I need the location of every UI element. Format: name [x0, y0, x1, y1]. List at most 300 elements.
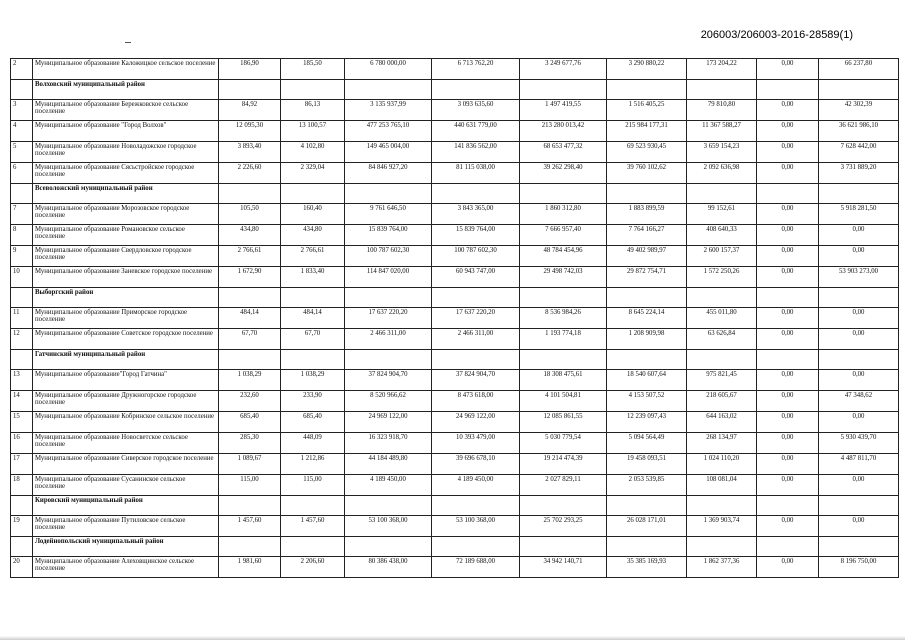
value-cell: 36 621 986,10 — [819, 121, 899, 142]
scan-edge — [0, 636, 905, 640]
value-cell: 29 498 742,03 — [520, 267, 607, 288]
row-number: 9 — [11, 246, 33, 267]
value-cell: 6 713 762,20 — [432, 59, 520, 80]
value-cell: 0,00 — [819, 370, 899, 391]
value-cell: 2 766,61 — [281, 246, 345, 267]
row-number: 13 — [11, 370, 33, 391]
value-cell: 408 640,33 — [687, 225, 757, 246]
value-cell: 1 862 377,36 — [687, 557, 757, 578]
empty-cell — [432, 496, 520, 516]
empty-cell — [11, 350, 33, 370]
value-cell: 2 092 636,98 — [687, 163, 757, 184]
empty-cell — [687, 184, 757, 204]
empty-cell — [219, 537, 281, 557]
value-cell: 434,80 — [219, 225, 281, 246]
value-cell: 5 030 779,54 — [520, 433, 607, 454]
value-cell: 15 839 764,00 — [432, 225, 520, 246]
value-cell: 0,00 — [757, 121, 819, 142]
value-cell: 2 053 539,85 — [607, 475, 687, 496]
empty-cell — [819, 288, 899, 308]
scan-mark — [125, 42, 131, 43]
value-cell: 2 466 311,00 — [345, 329, 432, 350]
value-cell: 1 208 909,98 — [607, 329, 687, 350]
value-cell: 7 666 957,40 — [520, 225, 607, 246]
value-cell: 0,00 — [819, 516, 899, 537]
empty-cell — [345, 80, 432, 100]
value-cell: 0,00 — [757, 163, 819, 184]
empty-cell — [520, 496, 607, 516]
value-cell: 1 860 312,80 — [520, 204, 607, 225]
value-cell: 53 100 368,00 — [345, 516, 432, 537]
value-cell: 1 089,67 — [219, 454, 281, 475]
value-cell: 0,00 — [819, 308, 899, 329]
empty-cell — [687, 350, 757, 370]
empty-cell — [607, 184, 687, 204]
value-cell: 53 903 273,00 — [819, 267, 899, 288]
data-table-container — [10, 58, 879, 578]
value-cell: 215 984 177,31 — [607, 121, 687, 142]
empty-cell — [345, 537, 432, 557]
value-cell: 0,00 — [757, 246, 819, 267]
municipality-name: Муниципальное образование "Город Волхов" — [33, 121, 219, 142]
empty-cell — [219, 496, 281, 516]
value-cell: 60 943 747,00 — [432, 267, 520, 288]
empty-cell — [757, 288, 819, 308]
value-cell: 15 839 764,00 — [345, 225, 432, 246]
row-number: 12 — [11, 329, 33, 350]
value-cell: 1 833,40 — [281, 267, 345, 288]
value-cell: 1 981,60 — [219, 557, 281, 578]
group-label: Выборгский район — [33, 288, 219, 308]
value-cell: 0,00 — [757, 59, 819, 80]
table-row — [11, 475, 899, 496]
value-cell: 100 787 602,30 — [345, 246, 432, 267]
group-label: Кировский муниципальный район — [33, 496, 219, 516]
value-cell: 0,00 — [757, 557, 819, 578]
value-cell: 37 824 904,70 — [345, 370, 432, 391]
value-cell: 63 626,84 — [687, 329, 757, 350]
empty-cell — [757, 350, 819, 370]
empty-cell — [11, 496, 33, 516]
row-number: 5 — [11, 142, 33, 163]
value-cell: 8 645 224,14 — [607, 308, 687, 329]
value-cell: 16 323 918,70 — [345, 433, 432, 454]
value-cell: 25 702 293,25 — [520, 516, 607, 537]
empty-cell — [687, 288, 757, 308]
empty-cell — [432, 184, 520, 204]
empty-cell — [687, 80, 757, 100]
row-number: 3 — [11, 100, 33, 121]
empty-cell — [11, 184, 33, 204]
empty-cell — [281, 496, 345, 516]
table-row — [11, 267, 899, 288]
value-cell: 35 385 169,93 — [607, 557, 687, 578]
table-row — [11, 308, 899, 329]
municipality-name: Муниципальное образование Путиловское сельское поселение — [33, 516, 219, 537]
empty-cell — [520, 537, 607, 557]
value-cell: 0,00 — [819, 225, 899, 246]
empty-cell — [281, 80, 345, 100]
table-row — [11, 516, 899, 537]
municipality-name: Муниципальное образование Приморское городское поселение — [33, 308, 219, 329]
row-number: 20 — [11, 557, 33, 578]
value-cell: 17 637 220,20 — [345, 308, 432, 329]
value-cell: 477 253 765,10 — [345, 121, 432, 142]
value-cell: 86,13 — [281, 100, 345, 121]
value-cell: 4 189 450,00 — [432, 475, 520, 496]
value-cell: 3 659 154,23 — [687, 142, 757, 163]
empty-cell — [432, 537, 520, 557]
value-cell: 8 536 984,26 — [520, 308, 607, 329]
empty-cell — [819, 537, 899, 557]
empty-cell — [757, 496, 819, 516]
group-row — [11, 288, 899, 308]
municipality-name: Муниципальное образование Кобринское сельское поселение — [33, 412, 219, 433]
empty-cell — [520, 80, 607, 100]
value-cell: 5 930 439,70 — [819, 433, 899, 454]
value-cell: 0,00 — [819, 329, 899, 350]
value-cell: 7 628 442,00 — [819, 142, 899, 163]
row-number: 15 — [11, 412, 33, 433]
value-cell: 3 093 635,60 — [432, 100, 520, 121]
value-cell: 69 523 930,45 — [607, 142, 687, 163]
value-cell: 68 653 477,32 — [520, 142, 607, 163]
value-cell: 1 038,29 — [281, 370, 345, 391]
table-body — [11, 59, 899, 578]
value-cell: 4 102,80 — [281, 142, 345, 163]
empty-cell — [219, 288, 281, 308]
value-cell: 7 764 166,27 — [607, 225, 687, 246]
value-cell: 1 672,90 — [219, 267, 281, 288]
value-cell: 975 821,45 — [687, 370, 757, 391]
value-cell: 0,00 — [819, 246, 899, 267]
empty-cell — [757, 537, 819, 557]
value-cell: 1 038,29 — [219, 370, 281, 391]
empty-cell — [757, 80, 819, 100]
data-table — [10, 58, 899, 578]
table-row — [11, 121, 899, 142]
value-cell: 0,00 — [757, 391, 819, 412]
empty-cell — [687, 496, 757, 516]
empty-cell — [607, 496, 687, 516]
value-cell: 12 085 861,55 — [520, 412, 607, 433]
value-cell: 0,00 — [757, 204, 819, 225]
table-row — [11, 329, 899, 350]
value-cell: 108 081,04 — [687, 475, 757, 496]
value-cell: 232,60 — [219, 391, 281, 412]
value-cell: 44 184 489,80 — [345, 454, 432, 475]
empty-cell — [219, 184, 281, 204]
value-cell: 4 153 507,52 — [607, 391, 687, 412]
municipality-name: Муниципальное образование Новосветское сельское поселение — [33, 433, 219, 454]
table-row — [11, 454, 899, 475]
empty-cell — [687, 537, 757, 557]
row-number: 4 — [11, 121, 33, 142]
empty-cell — [219, 80, 281, 100]
value-cell: 79 810,80 — [687, 100, 757, 121]
value-cell: 434,80 — [281, 225, 345, 246]
value-cell: 67,70 — [219, 329, 281, 350]
value-cell: 18 308 475,61 — [520, 370, 607, 391]
group-row — [11, 496, 899, 516]
value-cell: 2 226,60 — [219, 163, 281, 184]
value-cell: 84 846 927,20 — [345, 163, 432, 184]
value-cell: 1 369 903,74 — [687, 516, 757, 537]
row-number: 17 — [11, 454, 33, 475]
value-cell: 42 302,39 — [819, 100, 899, 121]
empty-cell — [819, 184, 899, 204]
municipality-name: Муниципальное образование Каложицкое сельское поселение — [33, 59, 219, 80]
empty-cell — [520, 350, 607, 370]
row-number: 7 — [11, 204, 33, 225]
value-cell: 72 189 688,00 — [432, 557, 520, 578]
table-row — [11, 225, 899, 246]
value-cell: 24 969 122,00 — [432, 412, 520, 433]
group-label: Лодейнопольский муниципальный район — [33, 537, 219, 557]
empty-cell — [11, 288, 33, 308]
group-row — [11, 184, 899, 204]
value-cell: 3 135 937,99 — [345, 100, 432, 121]
value-cell: 49 402 989,97 — [607, 246, 687, 267]
value-cell: 1 457,60 — [219, 516, 281, 537]
value-cell: 34 942 140,71 — [520, 557, 607, 578]
value-cell: 1 883 899,59 — [607, 204, 687, 225]
value-cell: 141 836 562,00 — [432, 142, 520, 163]
value-cell: 47 348,62 — [819, 391, 899, 412]
value-cell: 1 572 250,26 — [687, 267, 757, 288]
empty-cell — [520, 184, 607, 204]
value-cell: 1 212,86 — [281, 454, 345, 475]
value-cell: 0,00 — [757, 433, 819, 454]
value-cell: 13 100,57 — [281, 121, 345, 142]
value-cell: 644 163,02 — [687, 412, 757, 433]
value-cell: 67,70 — [281, 329, 345, 350]
empty-cell — [432, 350, 520, 370]
empty-cell — [345, 496, 432, 516]
municipality-name: Муниципальное образование Свердловское городское поселение — [33, 246, 219, 267]
value-cell: 11 367 588,27 — [687, 121, 757, 142]
municipality-name: Муниципальное образование Сиверское городское поселение — [33, 454, 219, 475]
row-number: 11 — [11, 308, 33, 329]
value-cell: 18 540 607,64 — [607, 370, 687, 391]
value-cell: 484,14 — [281, 308, 345, 329]
value-cell: 2 466 311,00 — [432, 329, 520, 350]
value-cell: 0,00 — [757, 100, 819, 121]
group-label: Волховский муниципальный район — [33, 80, 219, 100]
value-cell: 685,40 — [219, 412, 281, 433]
empty-cell — [432, 80, 520, 100]
municipality-name: Муниципальное образование Алеховщинское сельское поселение — [33, 557, 219, 578]
row-number: 2 — [11, 59, 33, 80]
value-cell: 233,90 — [281, 391, 345, 412]
table-row — [11, 433, 899, 454]
value-cell: 268 134,97 — [687, 433, 757, 454]
empty-cell — [607, 288, 687, 308]
table-row — [11, 142, 899, 163]
value-cell: 0,00 — [757, 454, 819, 475]
group-row — [11, 80, 899, 100]
value-cell: 2 027 829,11 — [520, 475, 607, 496]
municipality-name: Муниципальное образование Романовское сельское поселение — [33, 225, 219, 246]
municipality-name: Муниципальное образование Сясьстройское городское поселение — [33, 163, 219, 184]
empty-cell — [607, 537, 687, 557]
value-cell: 0,00 — [757, 225, 819, 246]
value-cell: 39 696 678,10 — [432, 454, 520, 475]
value-cell: 2 329,04 — [281, 163, 345, 184]
value-cell: 173 204,22 — [687, 59, 757, 80]
value-cell: 99 152,61 — [687, 204, 757, 225]
value-cell: 2 600 157,37 — [687, 246, 757, 267]
value-cell: 185,50 — [281, 59, 345, 80]
value-cell: 66 237,80 — [819, 59, 899, 80]
value-cell: 8 520 966,62 — [345, 391, 432, 412]
value-cell: 1 024 110,20 — [687, 454, 757, 475]
municipality-name: Муниципальное образование Сусанинское сельское поселение — [33, 475, 219, 496]
municipality-name: Муниципальное образование Заневское городское поселение — [33, 267, 219, 288]
value-cell: 1 457,60 — [281, 516, 345, 537]
empty-cell — [819, 350, 899, 370]
value-cell: 3 843 365,00 — [432, 204, 520, 225]
value-cell: 4 487 811,70 — [819, 454, 899, 475]
value-cell: 0,00 — [757, 370, 819, 391]
value-cell: 2 766,61 — [219, 246, 281, 267]
value-cell: 0,00 — [757, 516, 819, 537]
value-cell: 0,00 — [757, 475, 819, 496]
municipality-name: Муниципальное образование Советское городское поселение — [33, 329, 219, 350]
value-cell: 448,09 — [281, 433, 345, 454]
value-cell: 24 969 122,00 — [345, 412, 432, 433]
value-cell: 12 095,30 — [219, 121, 281, 142]
value-cell: 81 115 038,00 — [432, 163, 520, 184]
value-cell: 4 101 504,81 — [520, 391, 607, 412]
value-cell: 5 094 564,49 — [607, 433, 687, 454]
value-cell: 48 784 454,96 — [520, 246, 607, 267]
value-cell: 3 893,40 — [219, 142, 281, 163]
empty-cell — [11, 537, 33, 557]
empty-cell — [345, 184, 432, 204]
municipality-name: Муниципальное образование Новоладожское городское поселение — [33, 142, 219, 163]
value-cell: 149 465 004,00 — [345, 142, 432, 163]
value-cell: 160,40 — [281, 204, 345, 225]
group-label: Всеволожский муниципальный район — [33, 184, 219, 204]
empty-cell — [281, 350, 345, 370]
value-cell: 685,40 — [281, 412, 345, 433]
value-cell: 5 918 281,50 — [819, 204, 899, 225]
table-row — [11, 100, 899, 121]
value-cell: 218 605,67 — [687, 391, 757, 412]
value-cell: 26 028 171,01 — [607, 516, 687, 537]
value-cell: 0,00 — [757, 412, 819, 433]
empty-cell — [819, 496, 899, 516]
municipality-name: Муниципальное образование Бережковское сельское поселение — [33, 100, 219, 121]
table-row — [11, 391, 899, 412]
value-cell: 84,92 — [219, 100, 281, 121]
value-cell: 9 761 646,50 — [345, 204, 432, 225]
value-cell: 455 011,80 — [687, 308, 757, 329]
value-cell: 4 189 450,00 — [345, 475, 432, 496]
empty-cell — [11, 80, 33, 100]
table-row — [11, 204, 899, 225]
value-cell: 100 787 602,30 — [432, 246, 520, 267]
value-cell: 0,00 — [757, 329, 819, 350]
row-number: 19 — [11, 516, 33, 537]
value-cell: 213 280 013,42 — [520, 121, 607, 142]
value-cell: 53 100 368,00 — [432, 516, 520, 537]
value-cell: 80 386 438,00 — [345, 557, 432, 578]
table-row — [11, 370, 899, 391]
value-cell: 0,00 — [819, 475, 899, 496]
value-cell: 19 458 093,51 — [607, 454, 687, 475]
value-cell: 105,50 — [219, 204, 281, 225]
value-cell: 1 193 774,18 — [520, 329, 607, 350]
document-id: 206003/206003-2016-28589(1) — [700, 29, 853, 41]
value-cell: 115,00 — [219, 475, 281, 496]
empty-cell — [432, 288, 520, 308]
row-number: 10 — [11, 267, 33, 288]
value-cell: 186,90 — [219, 59, 281, 80]
row-number: 16 — [11, 433, 33, 454]
value-cell: 0,00 — [819, 412, 899, 433]
value-cell: 10 393 479,00 — [432, 433, 520, 454]
value-cell: 115,00 — [281, 475, 345, 496]
value-cell: 0,00 — [757, 267, 819, 288]
empty-cell — [520, 288, 607, 308]
municipality-name: Муниципальное образование Дружногорское городское поселение — [33, 391, 219, 412]
row-number: 14 — [11, 391, 33, 412]
value-cell: 29 872 754,71 — [607, 267, 687, 288]
table-row — [11, 59, 899, 80]
row-number: 6 — [11, 163, 33, 184]
group-row — [11, 350, 899, 370]
value-cell: 19 214 474,39 — [520, 454, 607, 475]
value-cell: 114 847 020,00 — [345, 267, 432, 288]
group-label: Гатчинский муниципальный район — [33, 350, 219, 370]
value-cell: 12 239 097,43 — [607, 412, 687, 433]
value-cell: 0,00 — [757, 308, 819, 329]
empty-cell — [219, 350, 281, 370]
empty-cell — [819, 80, 899, 100]
value-cell: 17 637 220,20 — [432, 308, 520, 329]
empty-cell — [281, 288, 345, 308]
value-cell: 285,30 — [219, 433, 281, 454]
empty-cell — [607, 350, 687, 370]
value-cell: 8 473 618,00 — [432, 391, 520, 412]
empty-cell — [281, 184, 345, 204]
municipality-name: Муниципальное образование"Город Гатчина" — [33, 370, 219, 391]
value-cell: 37 824 904,70 — [432, 370, 520, 391]
group-row — [11, 537, 899, 557]
value-cell: 6 780 000,00 — [345, 59, 432, 80]
row-number: 8 — [11, 225, 33, 246]
empty-cell — [345, 288, 432, 308]
empty-cell — [345, 350, 432, 370]
table-row — [11, 412, 899, 433]
value-cell: 39 262 298,40 — [520, 163, 607, 184]
table-row — [11, 557, 899, 578]
value-cell: 1 497 419,55 — [520, 100, 607, 121]
value-cell: 3 249 677,76 — [520, 59, 607, 80]
value-cell: 39 760 102,62 — [607, 163, 687, 184]
value-cell: 3 731 889,20 — [819, 163, 899, 184]
value-cell: 484,14 — [219, 308, 281, 329]
value-cell: 1 516 405,25 — [607, 100, 687, 121]
value-cell: 2 206,60 — [281, 557, 345, 578]
value-cell: 8 196 750,00 — [819, 557, 899, 578]
table-row — [11, 246, 899, 267]
empty-cell — [281, 537, 345, 557]
table-row — [11, 163, 899, 184]
empty-cell — [757, 184, 819, 204]
